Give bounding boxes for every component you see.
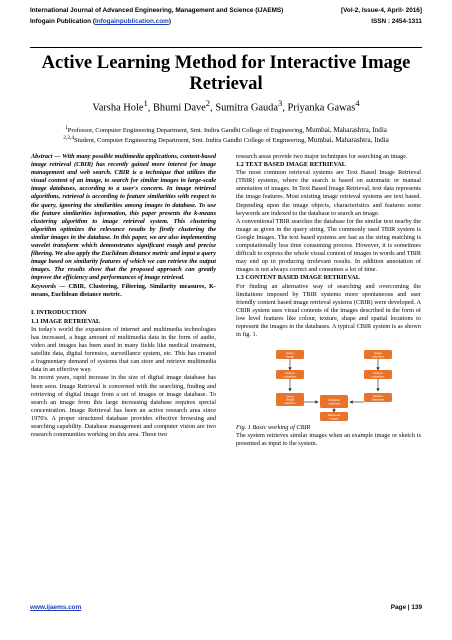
page-footer xyxy=(30,604,422,611)
diagram-box xyxy=(364,350,392,359)
affiliation-text: Professor, Computer Engineering Department, Smt. Indira Gandhi College of Engineering, xyxy=(67,127,306,135)
abstract-label: Abstract xyxy=(31,153,53,160)
keywords: Keywords — CBIR, Clustering, Filtering, Similarity measures, K-means, Euclidean distance metric. xyxy=(31,282,216,298)
abstract-text: With many possible multimedia applications, content-based image retrieval (CBIR) has recently gained more interest for image management and web search. CBIR is a technique that utilizes the visual content of an image, to search for similar images in large-scale image databases, according to a user's concern. In image retrieval algorithms, retrieval is according to feature similarities with respect to the query, ignoring the similarities among images in database. To use the feature similarities information, this paper presents the k-means clustering algorithm to image retrieval system. This clustering algorithm optimizes the relevance results by firstly clustering the similar images in the database. In this paper, we are also implementing wavelet transform which demonstrates significant rough and precise filtering. We also apply the Euclidean distance metric and input a query image based on similarity features of which we can retrieve the output images. The results show that the proposed approach can greatly improve the efficiency and performances of image retrieval. xyxy=(31,153,216,282)
publisher-name: Infogain Publication ( xyxy=(30,18,95,25)
paragraph: A conventional TBIR searches the database for the similar text nearby the image as given in the query string. The commonly used TBIR system is Google Images. The text based systems are fast as the string matching is computationally less time consuming process. However, it is sometimes difficult to express the whole visual content of images in words and TBIR may end up in producing irrelevant results. In addition annotation of images is not always correct and consumes a lot of time. xyxy=(236,217,421,274)
cbir-figure xyxy=(236,348,421,423)
author-name: Sumitra Gauda xyxy=(215,102,278,114)
right-column xyxy=(236,153,421,448)
footer-site-link[interactable]: www.ijaems.com xyxy=(30,604,82,611)
author-sup: 2 xyxy=(205,98,211,108)
diagram-box xyxy=(276,370,304,379)
cbir-diagram xyxy=(236,348,421,423)
author-sup: 3 xyxy=(277,98,283,108)
figure-caption: Fig. 1 Basic working of CBIR xyxy=(236,424,311,432)
diagram-box xyxy=(320,412,348,421)
diagram-box xyxy=(364,393,392,402)
issn: ISSN : 2454-1311 xyxy=(371,18,422,25)
author-name: Varsha Hole xyxy=(92,102,144,114)
page-number: Page | 139 xyxy=(390,604,422,611)
subsection-heading: 1.3 CONTENT BASED IMAGE RETRIEVAL xyxy=(236,274,360,282)
keywords-text: CBIR, Clustering, Filtering, Similarity measures, K-means, Euclidean distance metric. xyxy=(31,282,216,298)
paragraph: For finding an alternative way of searching and overcoming the limitations imposed by TBIR systems more spontaneous and user friendly content based image retrieval systems (CBIR) were developed. A CBIR system uses visual contents of the images described in the form of low level features like colour, texture, shape and spatial locations to represent the images in the databases. A typical CBIR system is as shown in fig. 1. xyxy=(236,282,421,339)
affiliation-place: Mumbai, Maharashtra, India xyxy=(305,126,387,135)
author-sup: 1 xyxy=(143,98,148,108)
publisher-close: ) xyxy=(168,18,171,25)
section-heading: I. INTRODUCTION xyxy=(31,308,87,316)
affiliation-text: Student, Computer Engineering Department, Smt. Indira Gandhi College of Engineering, xyxy=(74,137,308,145)
paragraph: The system retrieves similar images when an example image or sketch is presented as input to the system. xyxy=(236,432,421,448)
diagram-box xyxy=(276,393,304,406)
journal-header-row2 xyxy=(30,18,422,26)
paragraph: In today's world the expansion of internet and multimedia technologies has increased, a huge amount of multimedia data in the form of audio, video and images has been used in many fields like medical treatment, satellite data, digital forensics, surveillance system, etc. This has created a fragmentary demand of systems that can store and retrieve multimedia data in an effective way. xyxy=(31,325,216,374)
affiliation-sup: 1 xyxy=(65,125,68,131)
diagram-box xyxy=(364,370,392,379)
abstract-dash: — xyxy=(52,153,63,160)
paragraph: In recent years, rapid increase in the size of digital image database has been seen. Image Retrieval is concerned with the searching, finding and retrieving of digital image from a set of images or image database. To search an image from this large increasing database requires special concentration. Image Retrieval has been an active research area since 1970's. A proper structured database provides effective browsing and searching capability. Database management and computer vision are two research communities working on this area. These two xyxy=(31,374,216,439)
diagram-box xyxy=(276,350,304,359)
diagram-box-label: Query Image xyxy=(285,351,295,359)
affiliation-2 xyxy=(30,134,422,145)
diagram-box-label: Feature extraction xyxy=(283,371,297,379)
diagram-box-label: Similarity matching xyxy=(328,398,340,406)
subsection-heading: 1.2 TEXT BASED IMAGE RETRIEVAL xyxy=(236,161,346,169)
header-rule xyxy=(30,47,422,48)
diagram-box xyxy=(320,395,348,408)
diagram-box-label: Query image features xyxy=(284,394,296,406)
keywords-label-text: Keywords xyxy=(31,282,56,290)
diagram-box-label: Image collection xyxy=(371,351,385,359)
diagram-box-label: Feature Database xyxy=(371,394,385,402)
diagram-box-label: Feature extraction xyxy=(371,371,385,379)
affiliation-place: Mumbai, Maharashtra, India xyxy=(307,136,389,145)
author-list: Varsha Hole$^1$, Bhumi Dave$^2$, Sumitra Gauda$^3$, Priyanka Gawas$^4$ xyxy=(92,98,360,114)
volume-info: [Vol-2, Issue-4, April- 2016] xyxy=(341,7,422,14)
subsection-heading: 1.1 IMAGE RETRIEVAL xyxy=(31,317,101,325)
journal-name: International Journal of Advanced Engineering, Management and Science (IJAEMS) xyxy=(30,7,284,14)
publisher-link[interactable]: Infogainpublication.com xyxy=(94,18,169,25)
paragraph: The most common retrieval systems are Text Based Image Retrieval (TBIR) systems, where the search is based on automatic or manual annotation of images. In Text Based Image Retrieval, text data represents the image features. Most existing image retrieval systems are text based. Depending upon the image objects, characteristics and features some keywords are indexed to the database to search an image. xyxy=(236,169,421,217)
author-sup: 4 xyxy=(355,98,360,108)
author-name: Bhumi Dave xyxy=(152,102,206,114)
affiliation-sup: 2,3,4 xyxy=(63,135,75,141)
paper-title: Active Learning Method for Interactive Image Retrieval xyxy=(41,52,411,94)
diagram-box-label: Retrieved images xyxy=(327,413,341,421)
author-name: Priyanka Gawas xyxy=(287,102,356,114)
paragraph: research areas provide two major techniques for searching an image. xyxy=(236,153,408,160)
abstract xyxy=(31,153,216,283)
left-column xyxy=(31,153,216,439)
journal-header-row1 xyxy=(30,7,422,15)
